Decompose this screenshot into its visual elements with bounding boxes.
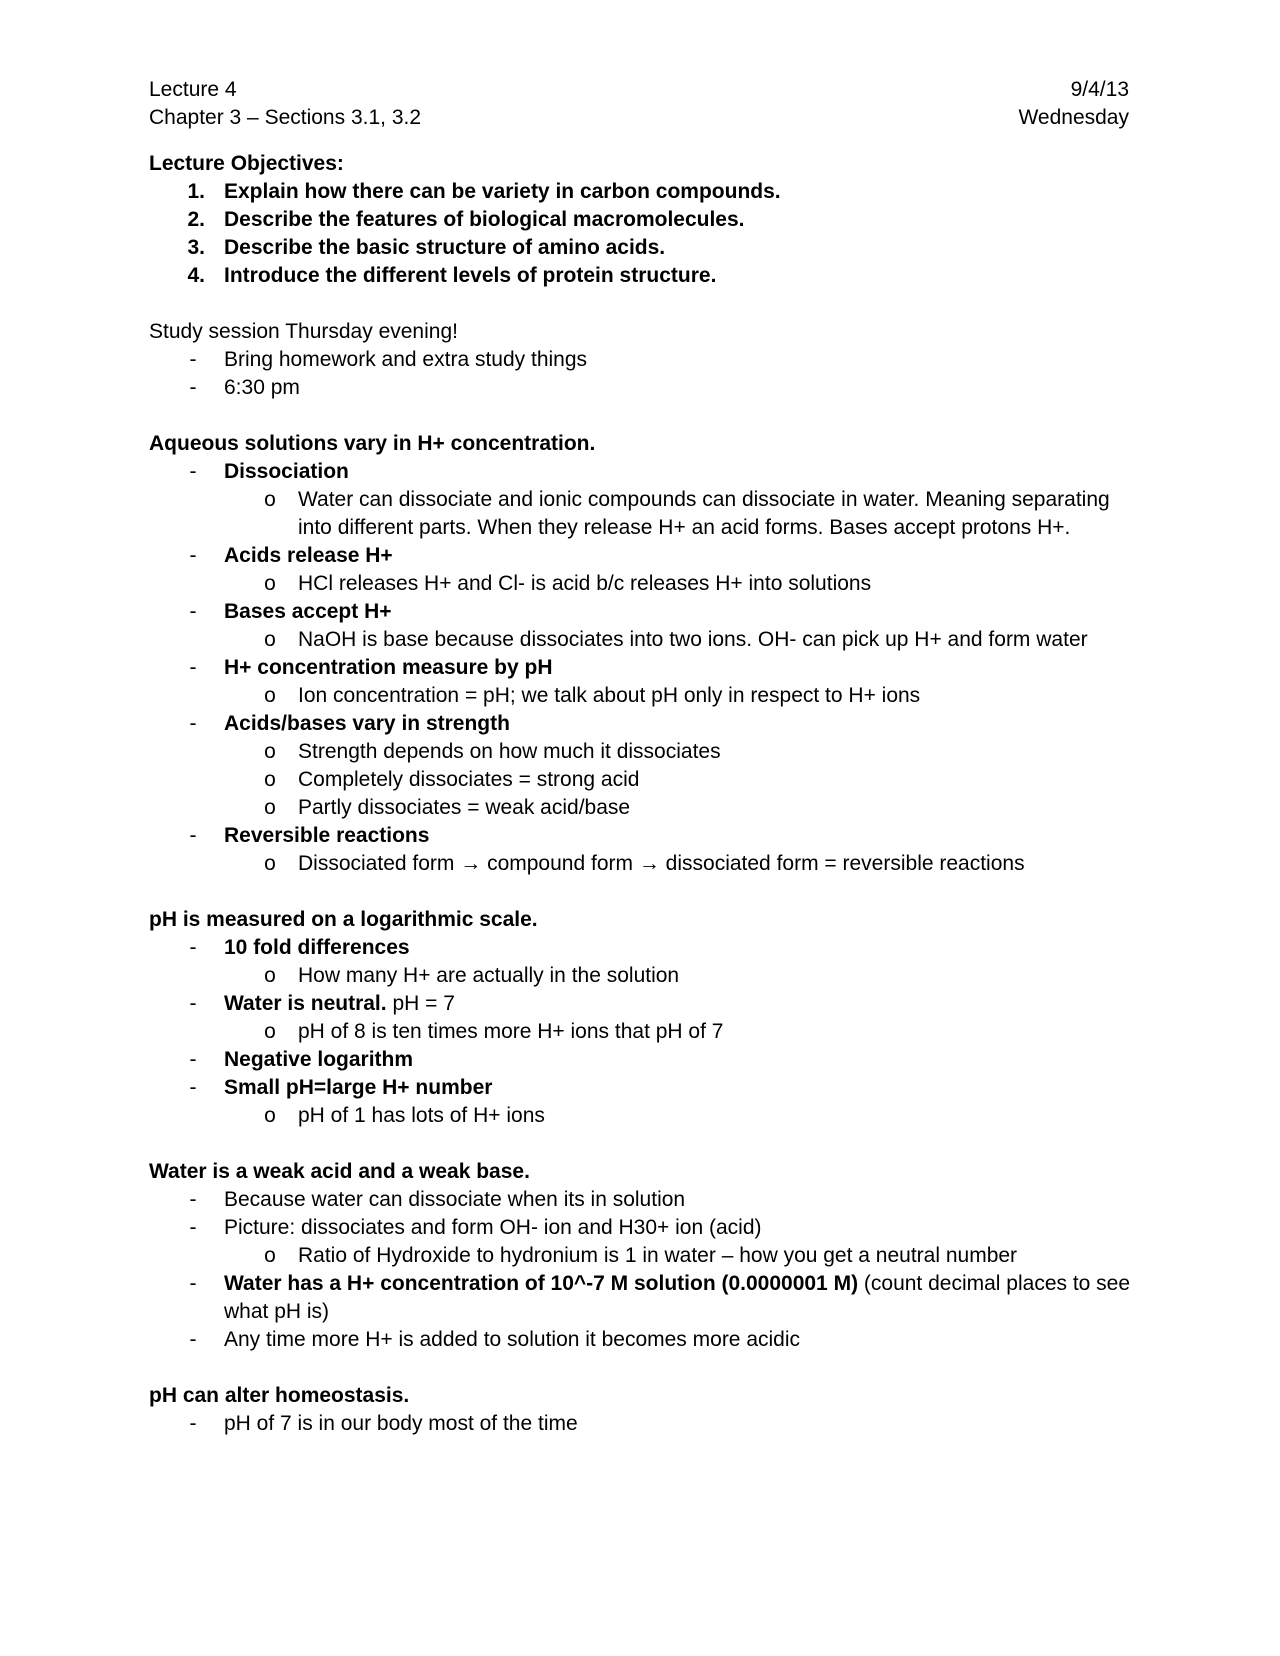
bullet-neglog — [0, 1046, 1280, 1074]
sub-bullet-text: Partly dissociates = weak acid/base — [298, 796, 631, 819]
sub-bullet — [0, 794, 1280, 822]
dash-bullet: - — [189, 376, 197, 399]
bullet-reversible — [0, 822, 1280, 850]
circle-bullet: o — [264, 1104, 276, 1127]
bullet-label: Small pH=large H+ number — [224, 1076, 493, 1099]
header-row-1 — [0, 76, 1280, 104]
objective-number: 1. — [187, 180, 205, 203]
ph-heading-line — [0, 906, 1280, 934]
ph-heading: pH is measured on a logarithmic scale. — [149, 908, 538, 931]
water-heading-line — [0, 1158, 1280, 1186]
bullet-strength — [0, 710, 1280, 738]
header-row-2 — [0, 104, 1280, 132]
arrow-right-icon: → — [460, 852, 482, 875]
dash-bullet: - — [189, 824, 197, 847]
bullet-bases — [0, 598, 1280, 626]
bullet-text — [224, 1270, 1130, 1298]
study-heading-line — [0, 318, 1280, 346]
sub-bullet-text: NaOH is base because dissociates into two ions. OH- can pick up H+ and form water — [298, 628, 1088, 651]
water-heading: Water is a weak acid and a weak base. — [149, 1160, 530, 1183]
bullet-anytime — [0, 1326, 1280, 1354]
sub-bullet — [0, 486, 1280, 514]
sub-bullet — [0, 962, 1280, 990]
objective-number: 3. — [187, 236, 205, 259]
objective-item — [0, 206, 1280, 234]
dash-bullet: - — [189, 600, 197, 623]
circle-bullet: o — [264, 684, 276, 707]
bullet-label: Negative logarithm — [224, 1048, 414, 1071]
bullet-continuation — [0, 1298, 1280, 1326]
objective-item — [0, 262, 1280, 290]
dash-bullet: - — [189, 1412, 197, 1435]
sub-bullet-text: Ratio of Hydroxide to hydronium is 1 in water – how you get a neutral number — [298, 1244, 1018, 1267]
objective-number: 4. — [187, 264, 205, 287]
lecture-number: Lecture 4 — [149, 78, 237, 101]
circle-bullet: o — [264, 768, 276, 791]
sub-bullet-continuation — [0, 514, 1280, 542]
sub-bullet — [0, 626, 1280, 654]
sub-bullet — [0, 682, 1280, 710]
circle-bullet: o — [264, 628, 276, 651]
bullet-label: H+ concentration measure by pH — [224, 656, 553, 679]
bullet-label: Reversible reactions — [224, 824, 430, 847]
dash-bullet: - — [189, 544, 197, 567]
objectives-heading-line — [0, 150, 1280, 178]
sub-bullet — [0, 1018, 1280, 1046]
bullet-dissociation — [0, 458, 1280, 486]
sub-bullet-text: pH of 1 has lots of H+ ions — [298, 1104, 545, 1127]
dash-bullet: - — [189, 1188, 197, 1211]
reaction-text — [298, 850, 1025, 878]
bullet-text: Because water can dissociate when its in solution — [224, 1188, 686, 1211]
study-heading: Study session Thursday evening! — [149, 320, 458, 343]
chapter-sections: Chapter 3 – Sections 3.1, 3.2 — [149, 106, 422, 129]
objective-text: Explain how there can be variety in carbon compounds. — [224, 180, 781, 203]
reaction-part: dissociated form = reversible reactions — [665, 852, 1025, 875]
homeostasis-heading-line — [0, 1382, 1280, 1410]
reaction-part: Dissociated form — [298, 852, 455, 875]
bullet-text: Any time more H+ is added to solution it becomes more acidic — [224, 1328, 801, 1351]
bullet-measure — [0, 654, 1280, 682]
circle-bullet: o — [264, 796, 276, 819]
dash-bullet: - — [189, 656, 197, 679]
aqueous-heading-line — [0, 430, 1280, 458]
objective-item — [0, 178, 1280, 206]
circle-bullet: o — [264, 1244, 276, 1267]
dash-bullet: - — [189, 1328, 197, 1351]
bullet-text: what pH is) — [224, 1300, 330, 1323]
circle-bullet: o — [264, 964, 276, 987]
circle-bullet: o — [264, 740, 276, 763]
bullet-label: 10 fold differences — [224, 936, 410, 959]
sub-bullet-text: into different parts. When they release H+ an acid forms. Bases accept protons H+. — [298, 516, 1071, 539]
objective-text: Describe the basic structure of amino acids. — [224, 236, 666, 259]
bullet-neutral — [0, 990, 1280, 1018]
dash-bullet: - — [189, 460, 197, 483]
dash-bullet: - — [189, 936, 197, 959]
circle-bullet: o — [264, 1020, 276, 1043]
bullet-label-bold: Water is neutral. — [224, 992, 387, 1015]
objective-item — [0, 234, 1280, 262]
bullet-text-rest: (count decimal places to see — [858, 1272, 1131, 1295]
sub-bullet-text: pH of 8 is ten times more H+ ions that pH of 7 — [298, 1020, 724, 1043]
sub-bullet — [0, 570, 1280, 598]
objectives-heading: Lecture Objectives: — [149, 152, 344, 175]
bullet-label: Bases accept H+ — [224, 600, 392, 623]
dash-bullet: - — [189, 1216, 197, 1239]
bullet-label: Acids/bases vary in strength — [224, 712, 510, 735]
study-item — [0, 374, 1280, 402]
sub-bullet — [0, 1242, 1280, 1270]
bullet-label: Acids release H+ — [224, 544, 393, 567]
sub-bullet-text: HCl releases H+ and Cl- is acid b/c releases H+ into solutions — [298, 572, 872, 595]
dash-bullet: - — [189, 992, 197, 1015]
bullet-small-ph — [0, 1074, 1280, 1102]
dash-bullet: - — [189, 1076, 197, 1099]
bullet-picture — [0, 1214, 1280, 1242]
study-item-text: Bring homework and extra study things — [224, 348, 588, 371]
sub-bullet-text: Completely dissociates = strong acid — [298, 768, 640, 791]
sub-bullet — [0, 766, 1280, 794]
dash-bullet: - — [189, 1272, 197, 1295]
bullet-homeostasis — [0, 1410, 1280, 1438]
lecture-date: 9/4/13 — [1070, 78, 1129, 101]
dash-bullet: - — [189, 1048, 197, 1071]
sub-bullet-text: Water can dissociate and ionic compounds can dissociate in water. Meaning separating — [298, 488, 1110, 511]
circle-bullet: o — [264, 488, 276, 511]
study-item-text: 6:30 pm — [224, 376, 300, 399]
arrow-right-icon: → — [638, 852, 660, 875]
bullet-label: Dissociation — [224, 460, 349, 483]
bullet-acids — [0, 542, 1280, 570]
sub-bullet — [0, 1102, 1280, 1130]
sub-bullet-text: Ion concentration = pH; we talk about pH only in respect to H+ ions — [298, 684, 921, 707]
study-item — [0, 346, 1280, 374]
sub-bullet-text: Strength depends on how much it dissociates — [298, 740, 721, 763]
bullet-label-rest: pH = 7 — [386, 992, 455, 1015]
objective-number: 2. — [187, 208, 205, 231]
bullet-label — [224, 990, 455, 1018]
sub-bullet-text: How many H+ are actually in the solution — [298, 964, 680, 987]
circle-bullet: o — [264, 852, 276, 875]
bullet-text-bold: Water has a H+ concentration of 10^-7 M solution (0.0000001 M) — [224, 1272, 859, 1295]
sub-bullet — [0, 738, 1280, 766]
bullet-concentration — [0, 1270, 1280, 1298]
dash-bullet: - — [189, 712, 197, 735]
bullet-text: pH of 7 is in our body most of the time — [224, 1412, 578, 1435]
lecture-weekday: Wednesday — [1018, 106, 1129, 129]
dash-bullet: - — [189, 348, 197, 371]
reaction-part: compound form — [487, 852, 633, 875]
objective-text: Introduce the different levels of protein structure. — [224, 264, 717, 287]
aqueous-heading: Aqueous solutions vary in H+ concentration. — [149, 432, 596, 455]
circle-bullet: o — [264, 572, 276, 595]
homeostasis-heading: pH can alter homeostasis. — [149, 1384, 410, 1407]
sub-bullet — [0, 850, 1280, 878]
objective-text: Describe the features of biological macromolecules. — [224, 208, 745, 231]
bullet-text: Picture: dissociates and form OH- ion and H30+ ion (acid) — [224, 1216, 762, 1239]
bullet-fold — [0, 934, 1280, 962]
bullet-because — [0, 1186, 1280, 1214]
